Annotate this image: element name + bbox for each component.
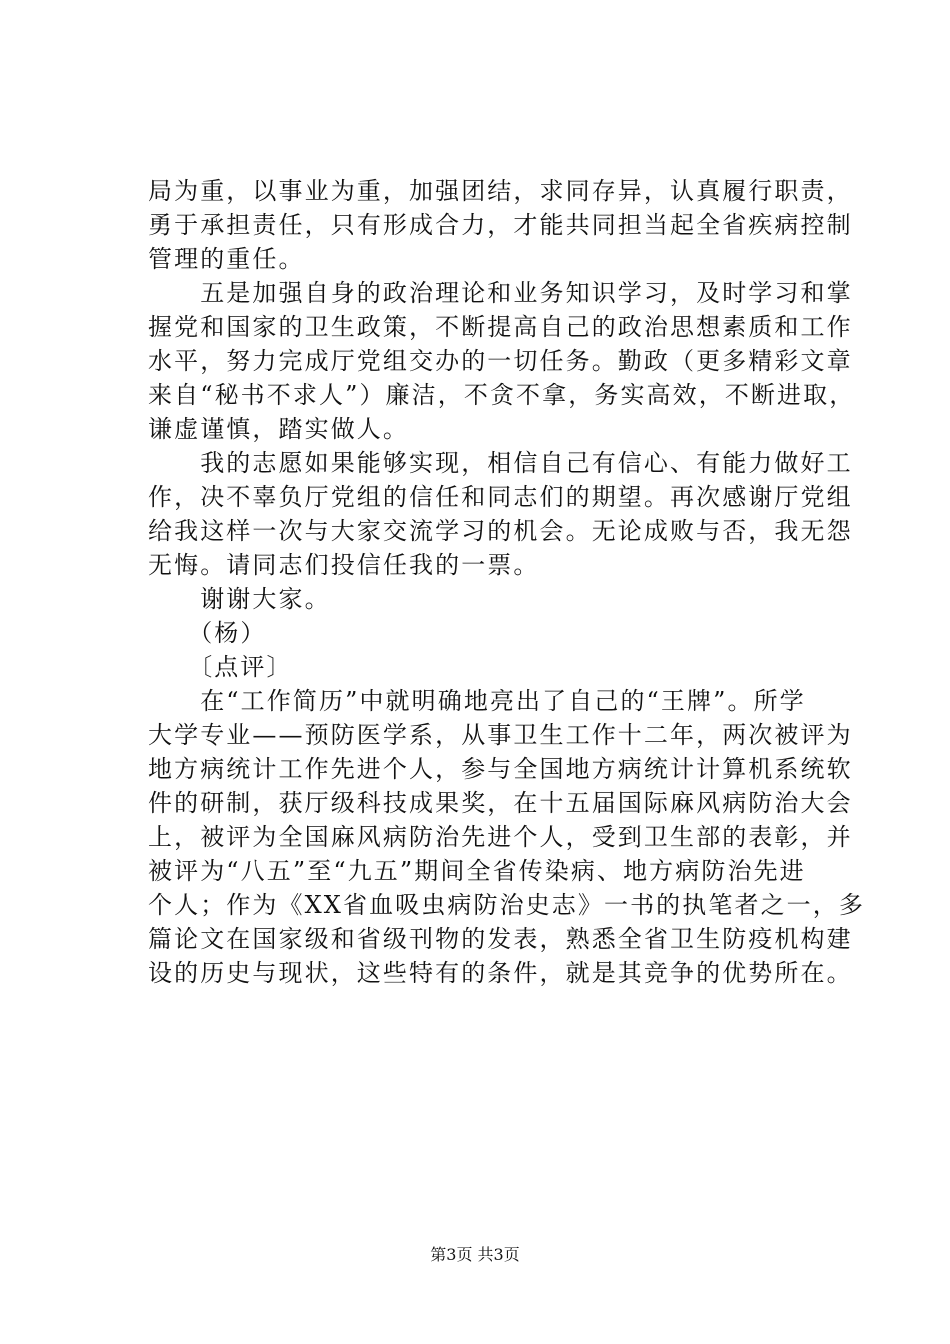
text-line: 个人；作为《XX省血吸虫病防治史志》一书的执笔者之一，多 xyxy=(148,891,865,919)
text-line: 作，决不辜负厅党组的信任和同志们的期望。再次感谢厅党组 xyxy=(148,483,853,511)
text-line: 握党和国家的卫生政策，不断提高自己的政治思想素质和工作 xyxy=(148,313,853,341)
text-line: 地方病统计工作先进个人，参与全国地方病统计计算机系统软 xyxy=(148,755,853,783)
text-line: 来自“秘书不求人”）廉洁，不贪不拿，务实高效，不断进取， xyxy=(148,381,856,409)
text-line: 件的研制，获厅级科技成果奖，在十五届国际麻风病防治大会 xyxy=(148,789,853,817)
text-line: 水平，努力完成厅党组交办的一切任务。勤政（更多精彩文章 xyxy=(148,347,853,375)
text-line: （杨） xyxy=(148,619,267,647)
text-line: 被评为“八五”至“九五”期间全省传染病、地方病防治先进 xyxy=(148,857,806,885)
text-line: 谢谢大家。 xyxy=(148,585,331,613)
text-line: 局为重，以事业为重，加强团结，求同存异，认真履行职责， xyxy=(148,177,853,205)
text-line: 无悔。请同志们投信任我的一票。 xyxy=(148,551,540,579)
text-line: 设的历史与现状，这些特有的条件，就是其竞争的优势所在。 xyxy=(148,959,853,987)
text-line: 管理的重任。 xyxy=(148,245,305,273)
text-line: 大学专业——预防医学系，从事卫生工作十二年，两次被评为 xyxy=(148,721,853,749)
text-line: 上，被评为全国麻风病防治先进个人，受到卫生部的表彰，并 xyxy=(148,823,853,851)
page-footer: 第3页 共3页 xyxy=(430,1245,520,1264)
text-line: 在“工作简历”中就明确地亮出了自己的“王牌”。所学 xyxy=(148,687,806,715)
text-line: 我的志愿如果能够实现，相信自己有信心、有能力做好工 xyxy=(148,449,853,477)
text-line: 谦虚谨慎，踏实做人。 xyxy=(148,415,409,443)
text-line: 勇于承担责任，只有形成合力，才能共同担当起全省疾病控制 xyxy=(148,211,853,239)
text-line: 给我这样一次与大家交流学习的机会。无论成败与否，我无怨 xyxy=(148,517,853,545)
text-line: 〔点评〕 xyxy=(148,653,293,681)
document-body xyxy=(148,174,865,990)
text-line: 五是加强自身的政治理论和业务知识学习，及时学习和掌 xyxy=(148,279,853,307)
text-line: 篇论文在国家级和省级刊物的发表，熟悉全省卫生防疫机构建 xyxy=(148,925,853,953)
